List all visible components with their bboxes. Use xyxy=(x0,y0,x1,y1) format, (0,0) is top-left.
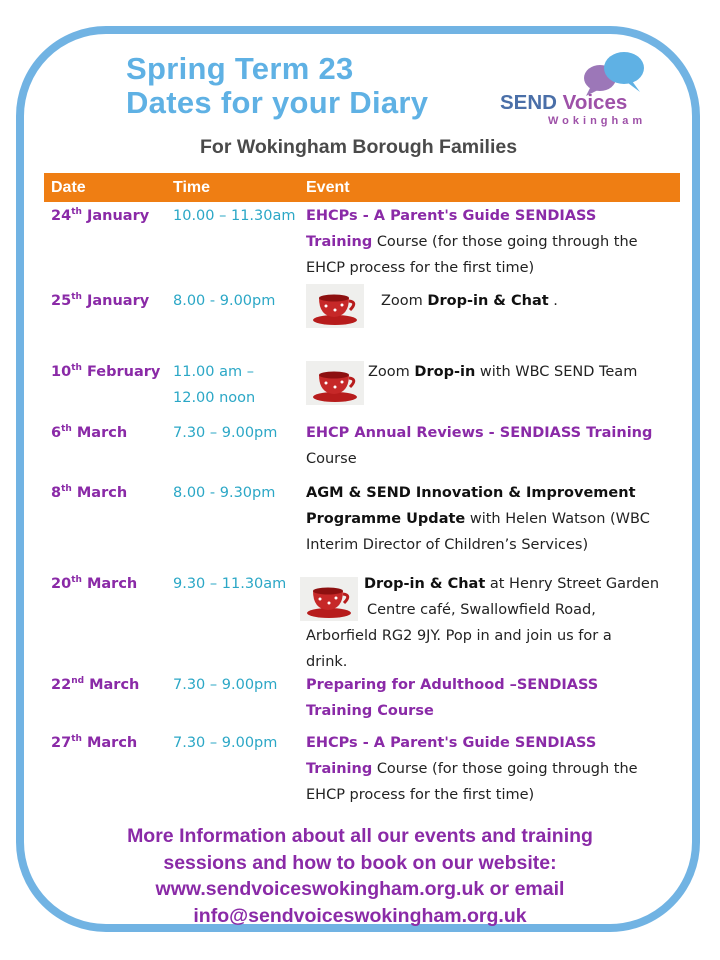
teacup-icon xyxy=(306,361,364,405)
logo-text xyxy=(500,91,627,115)
speech-bubbles-icon xyxy=(578,48,658,96)
row-event: Zoom Drop-in with WBC SEND Team xyxy=(368,364,638,380)
title-line-2: Dates for your Diary xyxy=(126,85,429,120)
row-date: 20th March xyxy=(51,575,138,592)
row-time: 11.00 am – 12.00 noon xyxy=(173,364,256,406)
row-date: 27th March xyxy=(51,734,138,751)
row-event: Preparing for Adulthood –SENDIASS Training Course xyxy=(306,677,599,719)
email-link[interactable]: info@sendvoiceswokingham.org.uk xyxy=(193,904,527,927)
row-date: 24th January xyxy=(51,207,150,224)
header-time: Time xyxy=(173,179,211,196)
row-event: Zoom Drop-in & Chat . xyxy=(381,293,558,309)
row-event: EHCPs - A Parent's Guide SENDIASS Training Course (for those going through the EHCP process for the first time) xyxy=(306,208,638,276)
logo-voices: Voices xyxy=(562,91,628,114)
logo-send: SEND xyxy=(500,91,557,114)
footer-info xyxy=(60,823,660,929)
footer-line: sessions and how to book on our website: xyxy=(163,851,557,874)
teacup-icon xyxy=(300,577,358,621)
row-date: 6th March xyxy=(51,424,128,441)
row-event: Drop-in & Chat at Henry Street Garden xyxy=(364,576,660,592)
teacup-icon xyxy=(306,284,364,328)
footer-line: More Information about all our events and training xyxy=(127,825,593,847)
row-time: 9.30 – 11.30am xyxy=(173,576,287,592)
row-date: 8th March xyxy=(51,484,128,501)
row-time: 8.00 - 9.00pm xyxy=(173,293,276,309)
row-event-line: Arborfield RG2 9JY. Pop in and join us for a drink. xyxy=(306,628,612,670)
header-event: Event xyxy=(306,179,350,196)
row-time: 8.00 - 9.30pm xyxy=(173,485,276,501)
row-time: 7.30 – 9.00pm xyxy=(173,735,278,751)
row-event: EHCPs - A Parent's Guide SENDIASS Training Course (for those going through the EHCP process for the first time) xyxy=(306,735,638,803)
logo-place: Wokingham xyxy=(548,115,647,127)
row-date: 22nd March xyxy=(51,676,140,693)
website-link[interactable]: www.sendvoiceswokingham.org.uk or email xyxy=(155,878,565,900)
page-title xyxy=(126,52,428,120)
row-time: 7.30 – 9.00pm xyxy=(173,677,278,693)
title-line-1: Spring Term 23 xyxy=(126,51,354,86)
row-date: 10th February xyxy=(51,363,161,380)
header-date: Date xyxy=(51,179,86,196)
row-time: 10.00 – 11.30am xyxy=(173,208,296,224)
row-event-line: Centre café, Swallowfield Road, xyxy=(367,602,596,618)
row-time: 7.30 – 9.00pm xyxy=(173,425,278,441)
page-subtitle: For Wokingham Borough Families xyxy=(200,136,518,158)
row-date: 25th January xyxy=(51,292,150,309)
table-header xyxy=(44,173,680,202)
row-event: EHCP Annual Reviews - SENDIASS Training Course xyxy=(306,425,653,467)
send-voices-logo xyxy=(500,48,660,128)
row-event: AGM & SEND Innovation & Improvement Programme Update with Helen Watson (WBC Interim Director of Children’s Services) xyxy=(306,485,650,553)
